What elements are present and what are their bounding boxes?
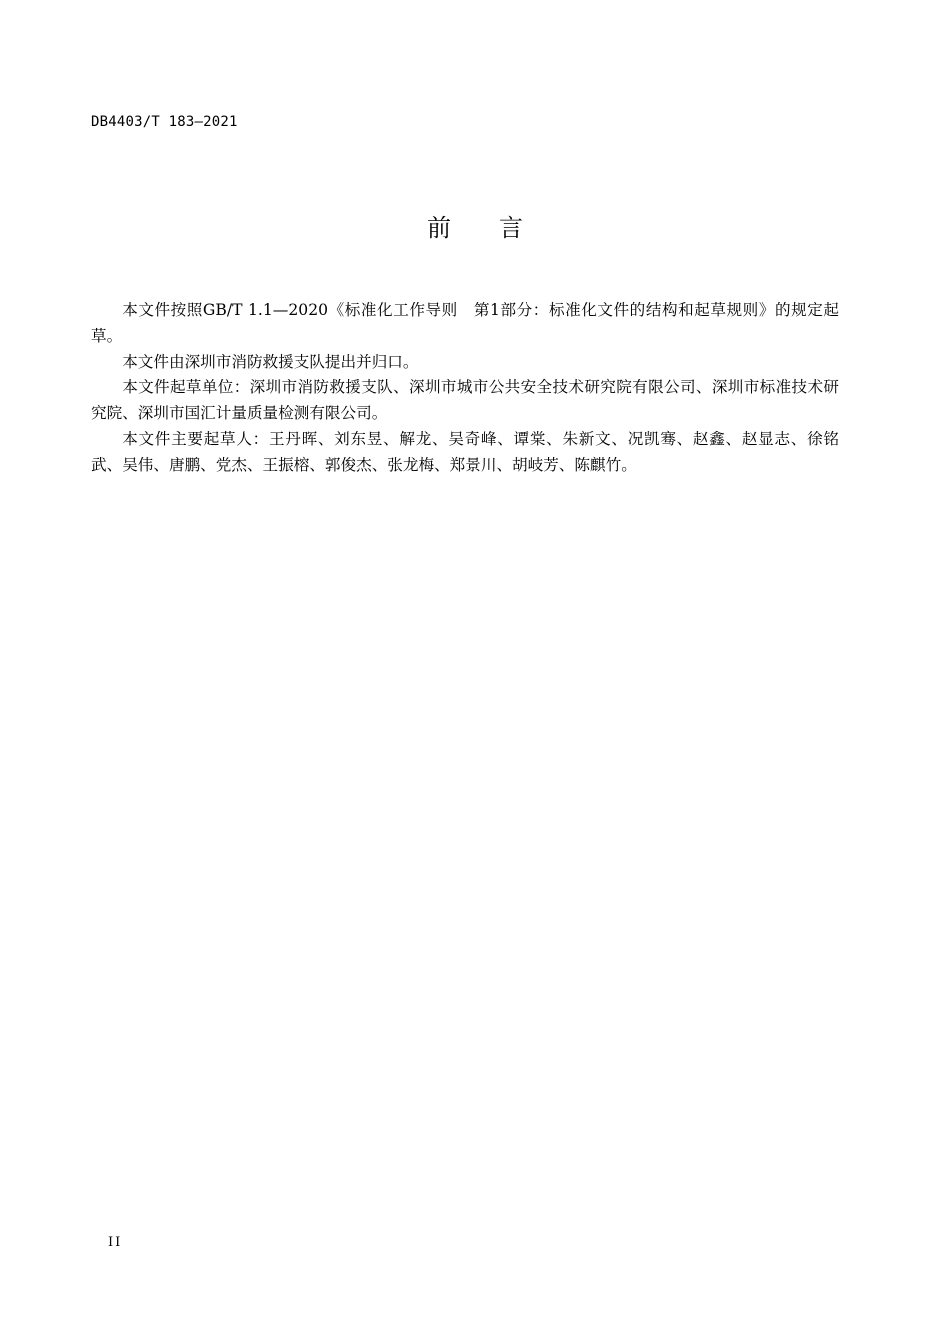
page-title: 前言: [427, 214, 571, 242]
page-number: II: [108, 1235, 123, 1250]
paragraph-drafters: 本文件主要起草人：王丹晖、刘东昱、解龙、吴奇峰、谭棠、朱新文、况凯骞、赵鑫、赵显志、徐铭武、吴伟、唐鹏、党杰、王振榕、郭俊杰、张龙梅、郑景川、胡岐芳、陈麒竹。: [91, 429, 839, 474]
document-code: DB4403/T 183—2021: [91, 114, 238, 130]
paragraph-drafting-units: 本文件起草单位：深圳市消防救援支队、深圳市城市公共安全技术研究院有限公司、深圳市标准技术研究院、深圳市国汇计量质量检测有限公司。: [91, 378, 839, 423]
paragraph-proposer: 本文件由深圳市消防救援支队提出并归口。: [122, 352, 419, 371]
foreword-body: [91, 298, 839, 479]
paragraph-drafting-rules: 本文件按照GB/T 1.1—2020《标准化工作导则 第1部分：标准化文件的结构和起草规则》的规定起草。: [91, 301, 839, 345]
